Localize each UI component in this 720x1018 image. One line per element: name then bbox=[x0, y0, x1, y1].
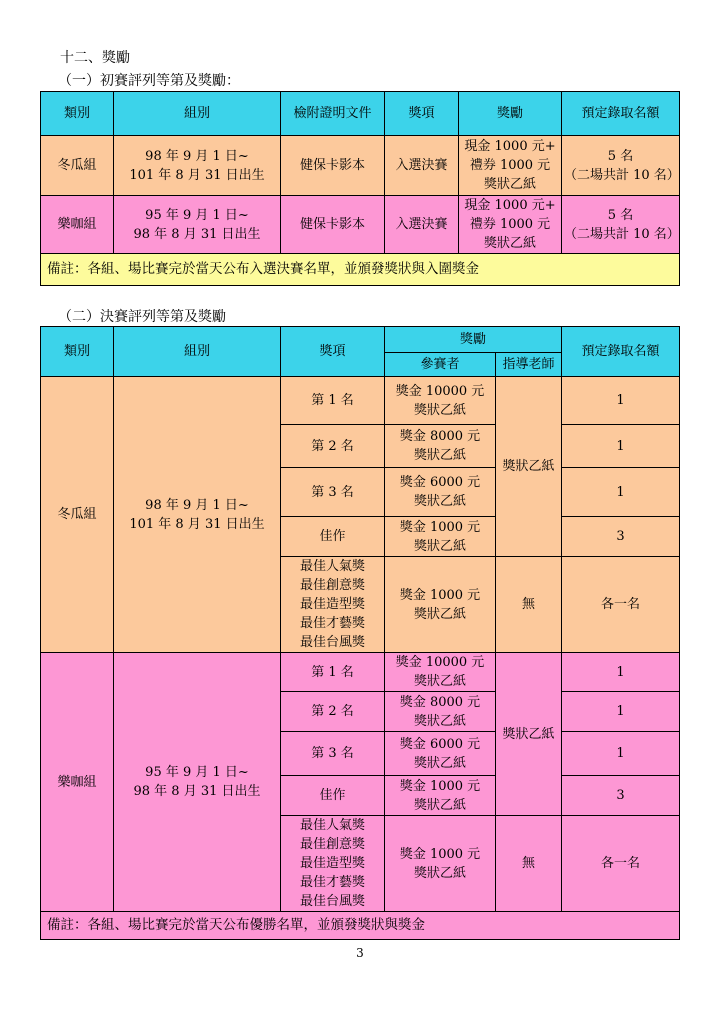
t2-item: 第 2 名 bbox=[281, 692, 385, 732]
t2-item: 佳作 bbox=[281, 776, 385, 816]
t2-row bbox=[41, 653, 680, 692]
t1-reward: 現金 1000 元+ 禮券 1000 元 獎狀乙紙 bbox=[459, 136, 562, 196]
t2-quota: 3 bbox=[562, 776, 680, 816]
t2-header-quota: 預定錄取名額 bbox=[562, 327, 680, 377]
t1-item: 入選決賽 bbox=[385, 196, 459, 254]
t1-header-document: 檢附證明文件 bbox=[281, 92, 385, 136]
subsection-2-title: （二）決賽評列等第及獎勵 bbox=[58, 309, 226, 325]
t2-quota: 1 bbox=[562, 692, 680, 732]
t1-row-winter-melon bbox=[41, 136, 680, 196]
t2-header-participant: 參賽者 bbox=[385, 353, 496, 377]
section-title: 十二、獎勵 bbox=[60, 50, 130, 66]
t2-quota: 1 bbox=[562, 653, 680, 692]
t2-quota: 各一名 bbox=[562, 557, 680, 653]
preliminary-awards-table bbox=[40, 91, 680, 286]
t1-document: 健保卡影本 bbox=[281, 136, 385, 196]
t2-item: 第 1 名 bbox=[281, 653, 385, 692]
t2-header-reward: 獎勵 bbox=[385, 327, 562, 353]
t2-group: 98 年 9 月 1 日~ 101 年 8 月 31 日出生 bbox=[114, 377, 281, 653]
t2-quota: 1 bbox=[562, 377, 680, 425]
t2-reward: 獎金 8000 元 獎狀乙紙 bbox=[385, 425, 496, 468]
t1-header-item: 獎項 bbox=[385, 92, 459, 136]
t1-item: 入選決賽 bbox=[385, 136, 459, 196]
t1-quota: 5 名 （二場共計 10 名） bbox=[562, 136, 680, 196]
subsection-1-title: （一）初賽評列等第及獎勵： bbox=[58, 73, 240, 89]
t1-header-quota: 預定錄取名額 bbox=[562, 92, 680, 136]
t2-note: 備註：各組、場比賽完於當天公布優勝名單，並頒發獎狀與獎金 bbox=[41, 912, 680, 940]
t2-item: 第 3 名 bbox=[281, 468, 385, 517]
t2-quota: 3 bbox=[562, 517, 680, 557]
t2-reward: 獎金 6000 元 獎狀乙紙 bbox=[385, 732, 496, 776]
t2-teacher-reward: 無 bbox=[496, 816, 562, 912]
t2-teacher-reward: 獎狀乙紙 bbox=[496, 653, 562, 816]
t2-reward: 獎金 10000 元 獎狀乙紙 bbox=[385, 653, 496, 692]
t2-reward: 獎金 6000 元 獎狀乙紙 bbox=[385, 468, 496, 517]
t1-header-group: 組別 bbox=[114, 92, 281, 136]
t2-item: 第 1 名 bbox=[281, 377, 385, 425]
t2-reward: 獎金 1000 元 獎狀乙紙 bbox=[385, 816, 496, 912]
t1-header-category: 類別 bbox=[41, 92, 114, 136]
t2-category: 冬瓜組 bbox=[41, 377, 114, 653]
t1-group: 95 年 9 月 1 日~ 98 年 8 月 31 日出生 bbox=[114, 196, 281, 254]
t2-reward: 獎金 1000 元 獎狀乙紙 bbox=[385, 517, 496, 557]
final-awards-table bbox=[40, 326, 680, 940]
t2-reward: 獎金 8000 元 獎狀乙紙 bbox=[385, 692, 496, 732]
t2-quota: 各一名 bbox=[562, 816, 680, 912]
t1-row-leka bbox=[41, 196, 680, 254]
t1-header-reward: 獎勵 bbox=[459, 92, 562, 136]
t2-row bbox=[41, 377, 680, 425]
t2-teacher-reward: 無 bbox=[496, 557, 562, 653]
t1-note: 備註：各組、場比賽完於當天公布入選決賽名單，並頒發獎狀與入圍獎金 bbox=[41, 254, 680, 286]
t2-header-teacher: 指導老師 bbox=[496, 353, 562, 377]
t2-header-item: 獎項 bbox=[281, 327, 385, 377]
t1-quota: 5 名 （二場共計 10 名） bbox=[562, 196, 680, 254]
t2-item: 第 3 名 bbox=[281, 732, 385, 776]
t2-reward: 獎金 10000 元 獎狀乙紙 bbox=[385, 377, 496, 425]
t1-category: 冬瓜組 bbox=[41, 136, 114, 196]
t1-category: 樂咖組 bbox=[41, 196, 114, 254]
t1-document: 健保卡影本 bbox=[281, 196, 385, 254]
page-number: 3 bbox=[356, 946, 364, 960]
t2-item: 佳作 bbox=[281, 517, 385, 557]
t2-quota: 1 bbox=[562, 468, 680, 517]
t2-quota: 1 bbox=[562, 425, 680, 468]
t1-reward: 現金 1000 元+ 禮券 1000 元 獎狀乙紙 bbox=[459, 196, 562, 254]
t2-group: 95 年 9 月 1 日~ 98 年 8 月 31 日出生 bbox=[114, 653, 281, 912]
t1-group: 98 年 9 月 1 日~ 101 年 8 月 31 日出生 bbox=[114, 136, 281, 196]
t2-teacher-reward: 獎狀乙紙 bbox=[496, 377, 562, 557]
t2-category: 樂咖組 bbox=[41, 653, 114, 912]
t2-quota: 1 bbox=[562, 732, 680, 776]
t2-special-items: 最佳人氣獎 最佳創意獎 最佳造型獎 最佳才藝獎 最佳台風獎 bbox=[281, 557, 385, 653]
t2-reward: 獎金 1000 元 獎狀乙紙 bbox=[385, 776, 496, 816]
t2-header-category: 類別 bbox=[41, 327, 114, 377]
t2-special-items: 最佳人氣獎 最佳創意獎 最佳造型獎 最佳才藝獎 最佳台風獎 bbox=[281, 816, 385, 912]
t2-item: 第 2 名 bbox=[281, 425, 385, 468]
t2-header-group: 組別 bbox=[114, 327, 281, 377]
t2-reward: 獎金 1000 元 獎狀乙紙 bbox=[385, 557, 496, 653]
